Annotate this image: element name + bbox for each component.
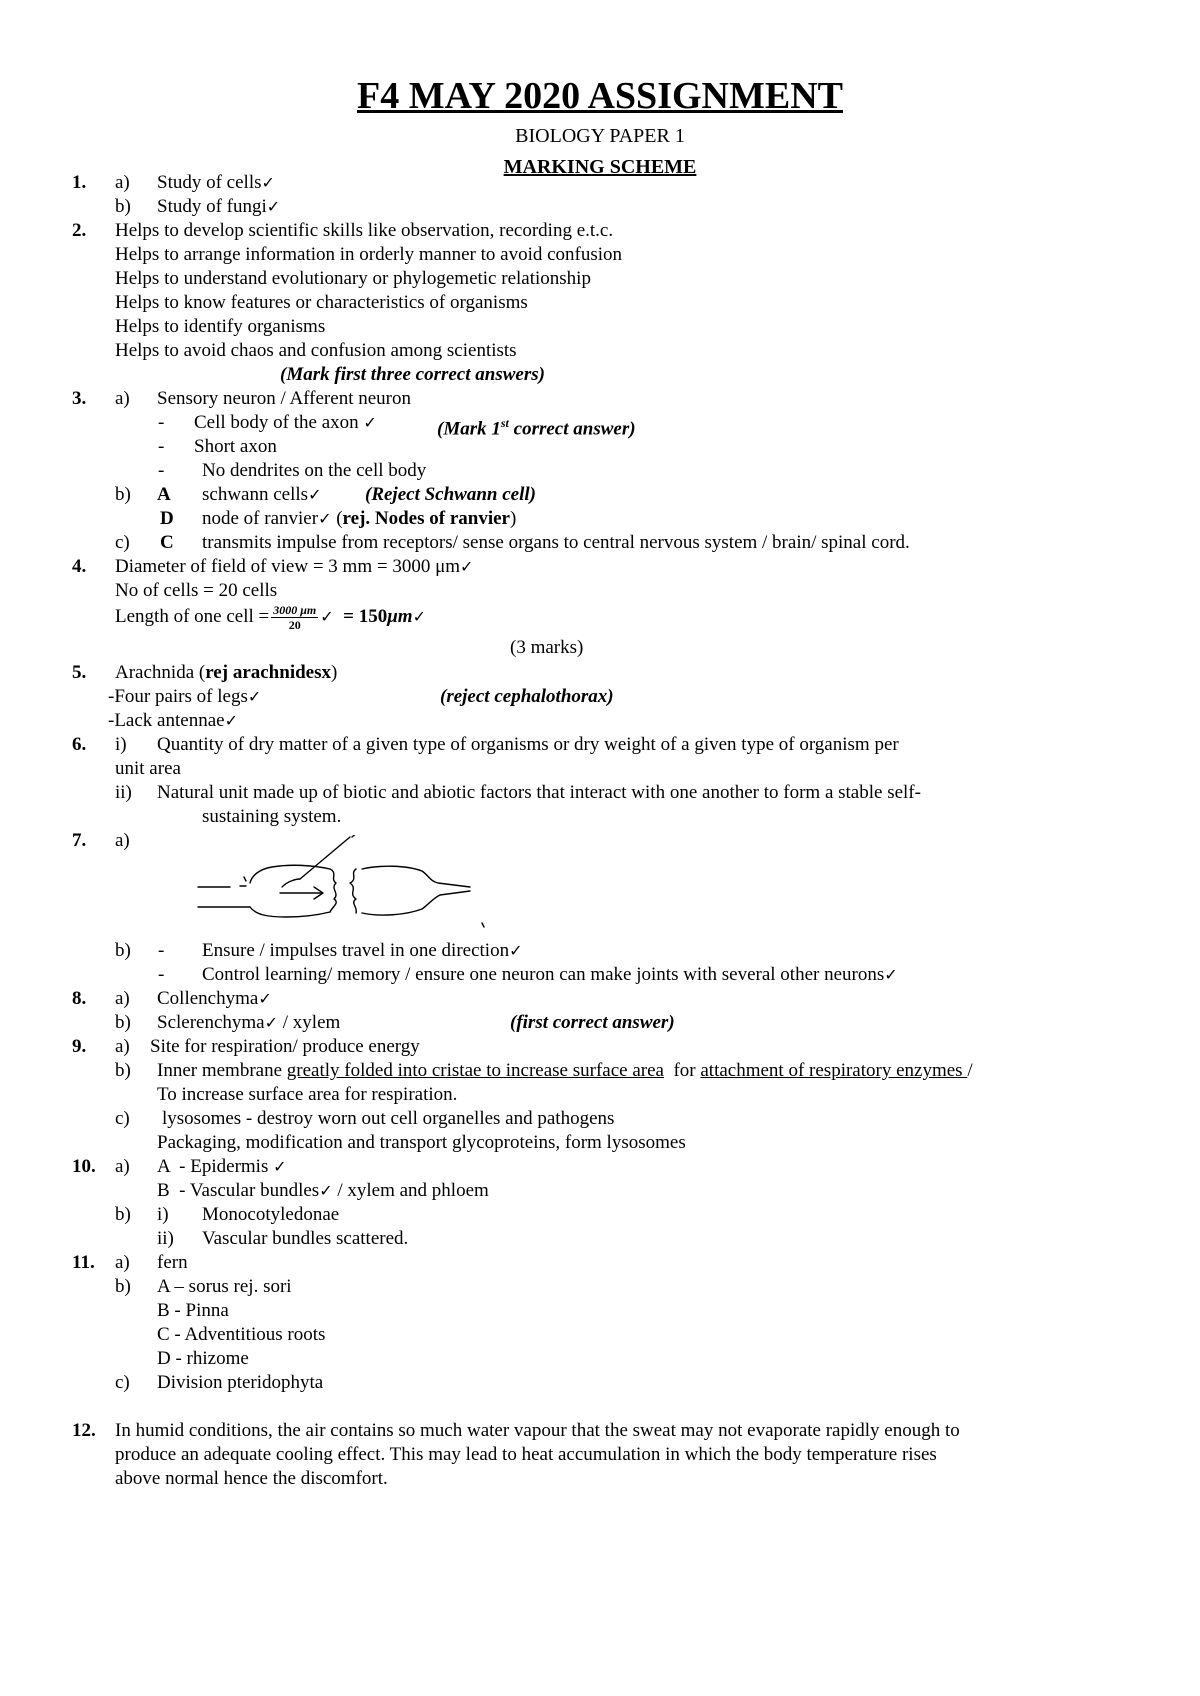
answer-line: Diameter of field of view = 3 mm = 3000 μm✓ [115, 556, 474, 577]
answer-line: A – sorus rej. sori [157, 1276, 292, 1297]
question-number: 9. [72, 1036, 87, 1057]
answer-line: node of ranvier✓ (rej. Nodes of ranvier) [202, 508, 517, 529]
tick-icon: ✓ [318, 509, 332, 528]
answer-line: Site for respiration/ produce energy [150, 1036, 420, 1057]
question-number: 1. [72, 172, 87, 193]
question-number: 4. [72, 556, 87, 577]
answer-line: C - Adventitious roots [157, 1324, 326, 1345]
answer-line: Helps to know features or characteristics of organisms [115, 292, 528, 313]
part-letter: C [160, 532, 174, 553]
question-number: 6. [72, 734, 87, 755]
tick-icon: ✓ [266, 197, 281, 216]
tick-icon: ✓ [261, 173, 275, 192]
marks-note: (3 marks) [510, 637, 584, 658]
tick-icon: ✓ [273, 1157, 287, 1176]
bullet-dash: - [158, 940, 165, 961]
answer-line: Arachnida (rej arachnidesx) [115, 662, 338, 683]
answer-line: unit area [115, 758, 181, 779]
answer-line: Control learning/ memory / ensure one neuron can make joints with several other neurons✓ [202, 964, 898, 985]
question-number: 2. [72, 220, 87, 241]
tick-icon: ✓ [258, 989, 272, 1008]
sub-label: b) [115, 1060, 131, 1081]
tick-icon: ✓ [363, 413, 377, 432]
answer-line: B - Pinna [157, 1300, 229, 1321]
question-number: 8. [72, 988, 87, 1009]
sub-label: b) [115, 1204, 131, 1225]
tick-icon: ✓ [319, 1181, 333, 1200]
answer-line: sustaining system. [202, 806, 342, 827]
answer-line: Monocotyledonae [202, 1204, 340, 1225]
sub-label: a) [115, 1156, 130, 1177]
synapse-diagram [190, 835, 520, 940]
sub-label: i) [157, 1204, 169, 1225]
sub-label: b) [115, 940, 131, 961]
tick-icon: ✓ [460, 557, 474, 576]
fraction: $\frac{3000 \mu m}{20}$ [273, 603, 317, 632]
marking-note: (Mark 1st correct answer) [437, 416, 636, 440]
sub-label: a) [115, 388, 130, 409]
answer-line: above normal hence the discomfort. [115, 1468, 388, 1489]
part-letter: D [160, 508, 174, 529]
answer-line: Ensure / impulses travel in one direction✓ [202, 940, 523, 961]
tick-icon: ✓ [264, 1013, 279, 1032]
answer-line: No dendrites on the cell body [202, 460, 427, 481]
answer-line: Helps to understand evolutionary or phylogemetic relationship [115, 268, 591, 289]
sub-label: c) [115, 1108, 130, 1129]
sub-label: a) [115, 1036, 130, 1057]
sub-label: ii) [157, 1228, 174, 1249]
answer-line: Study of cells✓ [157, 172, 275, 193]
part-letter: A [157, 484, 171, 505]
question-number: 7. [72, 830, 87, 851]
answer-line: Vascular bundles scattered. [202, 1228, 409, 1249]
answer-line: Helps to identify organisms [115, 316, 326, 337]
answer-line: Packaging, modification and transport glycoproteins, form lysosomes [157, 1132, 686, 1153]
answer-line: Helps to arrange information in orderly manner to avoid confusion [115, 244, 623, 265]
subtitle: BIOLOGY PAPER 1 [515, 125, 685, 147]
sub-label: a) [115, 172, 130, 193]
marking-note: (Mark first three correct answers) [280, 364, 545, 385]
answer-line: To increase surface area for respiration. [157, 1084, 458, 1105]
answer-line: Quantity of dry matter of a given type of organisms or dry weight of a given type of organism per [157, 734, 899, 755]
bullet-dash: - [158, 964, 165, 985]
answer-line: Cell body of the axon ✓ [194, 412, 377, 433]
answer-line: -Lack antennae✓ [108, 710, 238, 731]
answer-line: schwann cells✓ [202, 484, 322, 505]
tick-icon: ✓ [884, 965, 898, 984]
answer-line: Helps to develop scientific skills like observation, recording e.t.c. [115, 220, 614, 241]
sub-label: a) [115, 988, 130, 1009]
marking-note: (first correct answer) [510, 1012, 675, 1033]
tick-icon: ✓ [412, 606, 426, 626]
sub-label: b) [115, 1012, 131, 1033]
answer-line: Helps to avoid chaos and confusion among scientists [115, 340, 517, 361]
sub-label: c) [115, 532, 130, 553]
sub-label: b) [115, 1276, 131, 1297]
answer-line: -Four pairs of legs✓ [108, 686, 262, 707]
sub-label: c) [115, 1372, 130, 1393]
bullet-dash: - [158, 460, 165, 481]
tick-icon: ✓ [224, 711, 238, 730]
marking-note: (Reject Schwann cell) [365, 484, 536, 505]
question-number: 5. [72, 662, 87, 683]
marking-note: (reject cephalothorax) [440, 686, 614, 707]
answer-line: Study of fungi✓ [157, 196, 281, 217]
answer-line: Collenchyma✓ [157, 988, 272, 1009]
tick-icon: ✓ [320, 606, 334, 626]
question-number: 10. [72, 1156, 96, 1177]
question-number: 11. [72, 1252, 95, 1273]
answer-line: fern [157, 1252, 188, 1273]
answer-line: B - Vascular bundles✓ / xylem and phloem [157, 1180, 489, 1201]
answer-line: Sensory neuron / Afferent neuron [157, 388, 411, 409]
marking-scheme-heading: MARKING SCHEME [503, 156, 697, 178]
document-title: F4 MAY 2020 ASSIGNMENT [357, 75, 843, 117]
answer-line: transmits impulse from receptors/ sense organs to central nervous system / brain/ spinal cord. [202, 532, 910, 553]
answer-line: produce an adequate cooling effect. This may lead to heat accumulation in which the body temperature rises [115, 1444, 937, 1465]
bullet-dash: - [158, 412, 165, 433]
tick-icon: ✓ [509, 941, 523, 960]
question-number: 12. [72, 1420, 96, 1441]
answer-line: Inner membrane greatly folded into cristae to increase surface area for attachment of respiratory enzymes / [157, 1060, 973, 1081]
bullet-dash: - [158, 436, 165, 457]
sub-label: a) [115, 1252, 130, 1273]
answer-line: Division pteridophyta [157, 1372, 324, 1393]
answer-line: Natural unit made up of biotic and abiotic factors that interact with one another to form a stable self- [157, 782, 921, 803]
answer-line: In humid conditions, the air contains so much water vapour that the sweat may not evaporate rapidly enough to [115, 1420, 960, 1441]
answer-line: Short axon [194, 436, 277, 457]
sub-label: i) [115, 734, 127, 755]
answer-line: Length of one cell = $\frac{3000 \mu m}{20}$ ✓ = 150μm✓ [115, 603, 426, 632]
answer-line: Sclerenchyma✓ / xylem [157, 1012, 341, 1033]
tick-icon: ✓ [247, 687, 262, 706]
sub-label: b) [115, 484, 131, 505]
answer-line: lysosomes - destroy worn out cell organelles and pathogens [162, 1108, 615, 1129]
sub-label: ii) [115, 782, 132, 803]
answer-line: No of cells = 20 cells [115, 580, 278, 601]
sub-label: a) [115, 830, 130, 851]
sub-label: b) [115, 196, 131, 217]
answer-line: A - Epidermis ✓ [157, 1156, 287, 1177]
answer-line: D - rhizome [157, 1348, 249, 1369]
tick-icon: ✓ [308, 485, 322, 504]
question-number: 3. [72, 388, 87, 409]
